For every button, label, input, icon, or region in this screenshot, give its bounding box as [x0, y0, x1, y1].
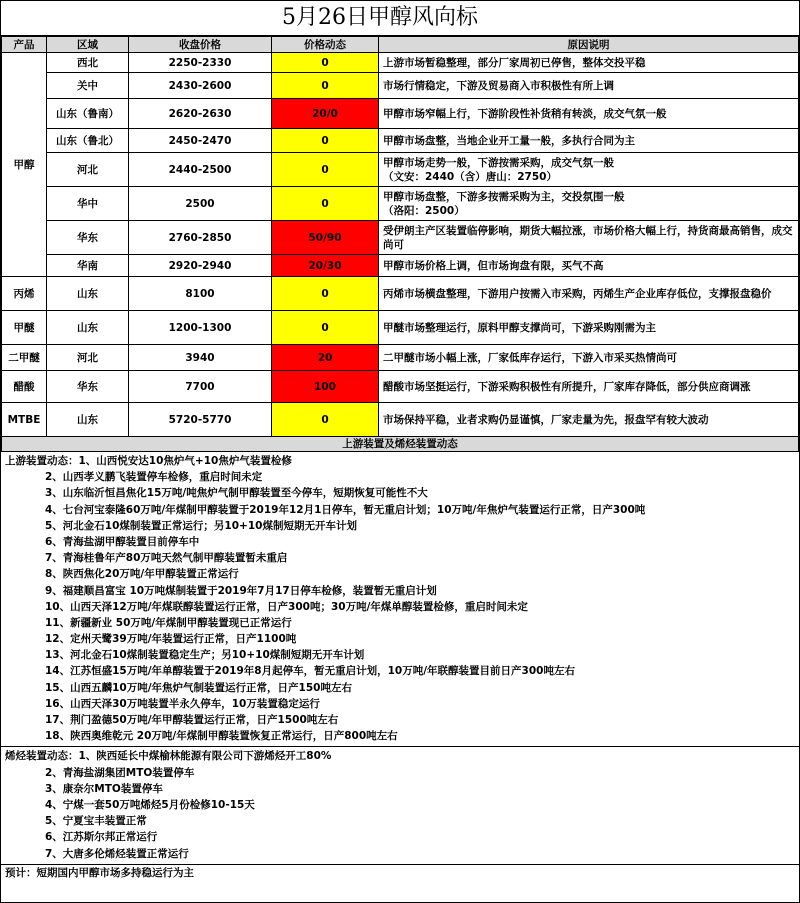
- price-cell: 8100: [129, 277, 272, 311]
- product-cell: 丙烯: [2, 277, 47, 311]
- status-line: [5, 615, 795, 631]
- change-cell: 0: [272, 73, 379, 99]
- region-cell: 山东: [47, 311, 129, 345]
- price-cell: 2250-2330: [129, 53, 272, 73]
- table-row: [2, 53, 799, 73]
- region-cell: 关中: [47, 73, 129, 99]
- region-cell: 山东（鲁南）: [47, 99, 129, 129]
- status-item: 16、山西天泽30万吨装置半永久停车，10万装置稳定运行: [45, 697, 320, 710]
- status-line: [5, 712, 795, 728]
- status-item: 12、定州天鹭39万吨/年装置运行正常，日产1100吨: [45, 633, 297, 646]
- status-item: 7、大唐多伦烯烃装置正常运行: [45, 847, 189, 860]
- reason-line: 甲醇市场盘整，当地企业开工量一般，多执行合同为主: [383, 134, 635, 147]
- status-line: [5, 550, 795, 566]
- status-item: 6、江苏斯尔邦正常运行: [45, 831, 158, 844]
- price-table: [1, 36, 799, 437]
- reason-line: （文安：2440（含）唐山：2750）: [383, 170, 557, 183]
- change-cell: 20: [272, 345, 379, 371]
- status-line: [5, 680, 795, 696]
- reason-cell: [379, 53, 799, 73]
- status-item: 3、山东临沂恒昌焦化15万吨/吨焦炉气制甲醇装置至今停车，短期恢复可能性不大: [45, 487, 428, 500]
- reason-cell: [379, 255, 799, 277]
- col-header-region: 区域: [47, 37, 129, 53]
- reason-line: 市场行情稳定，下游及贸易商入市积极性有所上调: [383, 79, 614, 92]
- change-cell: 0: [272, 129, 379, 153]
- price-cell: 7700: [129, 371, 272, 403]
- reason-cell: 丙烯市场横盘整理，下游用户按需入市采购，丙烯生产企业库存低位，支撑报盘稳价: [379, 277, 799, 311]
- change-cell: 50/90: [272, 221, 379, 255]
- status-item: 10、山西天泽12万吨/年煤联醇装置运行正常，日产300吨；30万吨/年煤单醇装置检修，重启时间未定: [45, 600, 528, 613]
- reason-cell: 二甲醚市场小幅上涨，厂家低库存运行，下游入市采买热情尚可: [379, 345, 799, 371]
- region-cell: 华南: [47, 255, 129, 277]
- status-item: 5、河北金石10煤制装置正常运行；另10+10煤制短期无开车计划: [45, 519, 357, 532]
- status-item: 7、青海桂鲁年产80万吨天然气制甲醇装置暂未重启: [45, 552, 288, 565]
- table-row: [2, 73, 799, 99]
- upstream-status-block: [1, 452, 799, 747]
- status-item: 3、康奈尔MTO装置停车: [45, 782, 163, 795]
- table-row: [2, 311, 799, 345]
- price-cell: 2430-2600: [129, 73, 272, 99]
- reason-cell: [379, 99, 799, 129]
- status-item: 4、宁煤一套50万吨烯烃5月份检修10-15天: [45, 798, 255, 811]
- status-line: [5, 453, 795, 469]
- status-line: [5, 502, 795, 518]
- status-line: [5, 781, 795, 797]
- region-cell: 华中: [47, 187, 129, 221]
- reason-cell: [379, 221, 799, 255]
- table-row: [2, 187, 799, 221]
- table-row: [2, 153, 799, 187]
- price-cell: 3940: [129, 345, 272, 371]
- status-line: [5, 846, 795, 862]
- price-cell: 2920-2940: [129, 255, 272, 277]
- status-item: 17、荆门盈德50万吨/年甲醇装置运行正常，日产1500吨左右: [45, 714, 339, 726]
- block-label: 烯烃装置动态：: [5, 750, 79, 763]
- section-title: 上游装置及烯烃装置动态: [1, 437, 799, 452]
- product-cell: 醋酸: [2, 371, 47, 403]
- status-line: [5, 765, 795, 781]
- status-item: 4、七台河宝泰隆60万吨/年煤制甲醇装置于2019年12月1日停车，暂无重启计划；10万吨/年焦炉气装置运行正常，日产300吨: [45, 503, 646, 516]
- olefin-status-block: [1, 747, 799, 864]
- status-line: [5, 534, 795, 550]
- reason-line: 甲醇市场走势一般，下游按需采购，成交气氛一般: [383, 156, 614, 169]
- change-cell: 0: [272, 403, 379, 437]
- region-cell: 山东: [47, 403, 129, 437]
- status-line: [5, 631, 795, 647]
- change-cell: 0: [272, 277, 379, 311]
- reason-line: 甲醇市场窄幅上行，下游阶段性补货稍有转淡，成交气氛一般: [383, 107, 667, 120]
- status-line: [5, 829, 795, 845]
- change-cell: 100: [272, 371, 379, 403]
- product-cell: 甲醇: [2, 53, 47, 277]
- region-cell: 华东: [47, 221, 129, 255]
- price-cell: 2440-2500: [129, 153, 272, 187]
- status-line: [5, 583, 795, 599]
- price-cell: 2760-2850: [129, 221, 272, 255]
- col-header-price: 收盘价格: [129, 37, 272, 53]
- col-header-product: 产品: [2, 37, 47, 53]
- status-item: 9、福建顺昌富宝 10万吨煤制装置于2019年7月17日停车检修，装置暂无重启计划: [45, 584, 437, 597]
- reason-line: 上游市场暂稳整理，部分厂家周初已停售，整体交投平稳: [383, 56, 646, 69]
- region-cell: 山东（鲁北）: [47, 129, 129, 153]
- reason-cell: [379, 187, 799, 221]
- reason-cell: [379, 73, 799, 99]
- page-title: 5月26日甲醇风向标: [1, 1, 799, 36]
- status-line: [5, 647, 795, 663]
- change-cell: 0: [272, 153, 379, 187]
- region-cell: 河北: [47, 153, 129, 187]
- change-cell: 0: [272, 311, 379, 345]
- table-row: [2, 221, 799, 255]
- table-row: [2, 277, 799, 311]
- status-item: 18、陕西奥维乾元 20万吨/年煤制甲醇装置恢复正常运行，日产800吨左右: [45, 730, 398, 743]
- status-line: [5, 663, 795, 679]
- col-header-change: 价格动态: [272, 37, 379, 53]
- status-item: 6、青海盐湖甲醇装置目前停车中: [45, 535, 200, 548]
- table-row: [2, 129, 799, 153]
- price-cell: 2450-2470: [129, 129, 272, 153]
- status-line: [5, 485, 795, 501]
- status-line: [5, 728, 795, 744]
- reason-cell: 醋酸市场坚挺运行，下游采购积极性有所提升，厂家库存降低，部分供应商调涨: [379, 371, 799, 403]
- region-cell: 山东: [47, 277, 129, 311]
- status-item: 13、河北金石10煤制装置稳定生产；另10+10煤制短期无开车计划: [45, 649, 365, 662]
- product-cell: 二甲醚: [2, 345, 47, 371]
- change-cell: 20/0: [272, 99, 379, 129]
- table-row: [2, 345, 799, 371]
- table-header-row: [2, 37, 799, 53]
- reason-cell: [379, 129, 799, 153]
- product-cell: MTBE: [2, 403, 47, 437]
- price-cell: 1200-1300: [129, 311, 272, 345]
- reason-line: 受伊朗主产区装置临停影响，期货大幅拉涨，市场价格大幅上行，持货商最高销售，成交: [383, 224, 793, 237]
- status-line: [5, 797, 795, 813]
- table-row: [2, 371, 799, 403]
- status-line: [5, 748, 795, 764]
- reason-line: （洛阳：2500）: [383, 204, 465, 217]
- table-row: [2, 99, 799, 129]
- reason-line: 甲醇市场盘整，下游多按需采购为主，交投氛围一般: [383, 190, 625, 203]
- reason-cell: 市场保持平稳，业者求购仍显谨慎，厂家走量为先，报盘罕有较大波动: [379, 403, 799, 437]
- status-line: [5, 566, 795, 582]
- region-cell: 西北: [47, 53, 129, 73]
- reason-line: 甲醇市场价格上调，但市场询盘有限，买气不高: [383, 259, 604, 272]
- reason-cell: 甲醚市场整理运行，原料甲醇支撑尚可，下游采购刚需为主: [379, 311, 799, 345]
- col-header-reason: 原因说明: [379, 37, 799, 53]
- price-cell: 2500: [129, 187, 272, 221]
- status-item: 14、江苏恒盛15万吨/年单醇装置于2019年8月起停车，暂无重启计划，10万吨/年联醇装置目前日产300吨左右: [45, 665, 575, 678]
- product-cell: 甲醚: [2, 311, 47, 345]
- status-line: [5, 696, 795, 712]
- forecast-text: 预计：短期国内甲醇市场多持稳运行为主: [5, 866, 194, 879]
- block-label: 上游装置动态：: [5, 455, 79, 467]
- status-line: [5, 599, 795, 615]
- status-item: 15、山西五麟10万吨/年焦炉气制装置运行正常，日产150吨左右: [45, 681, 352, 694]
- table-row: [2, 255, 799, 277]
- status-item: 2、山西孝义鹏飞装置停车检修，重启时间未定: [45, 471, 263, 484]
- region-cell: 华东: [47, 371, 129, 403]
- status-item: 1、山西悦安达10焦炉气+10焦炉气装置检修: [78, 455, 292, 467]
- status-item: 8、陕西焦化20万吨/年甲醇装置正常运行: [45, 568, 239, 581]
- price-cell: 2620-2630: [129, 99, 272, 129]
- region-cell: 河北: [47, 345, 129, 371]
- change-cell: 0: [272, 187, 379, 221]
- status-item: 5、宁夏宝丰装置正常: [45, 815, 147, 828]
- status-item: 2、青海盐湖集团MTO装置停车: [45, 766, 195, 779]
- status-line: [5, 469, 795, 485]
- table-row: [2, 403, 799, 437]
- status-line: [5, 518, 795, 534]
- status-item: 1、陕西延长中煤榆林能源有限公司下游烯烃开工80%: [78, 750, 332, 763]
- status-item: 11、新疆新业 50万吨/年煤制甲醇装置现已正常运行: [45, 616, 292, 629]
- change-cell: 20/30: [272, 255, 379, 277]
- reason-line: 尚可: [383, 238, 404, 251]
- change-cell: 0: [272, 53, 379, 73]
- price-cell: 5720-5770: [129, 403, 272, 437]
- status-line: [5, 813, 795, 829]
- reason-cell: [379, 153, 799, 187]
